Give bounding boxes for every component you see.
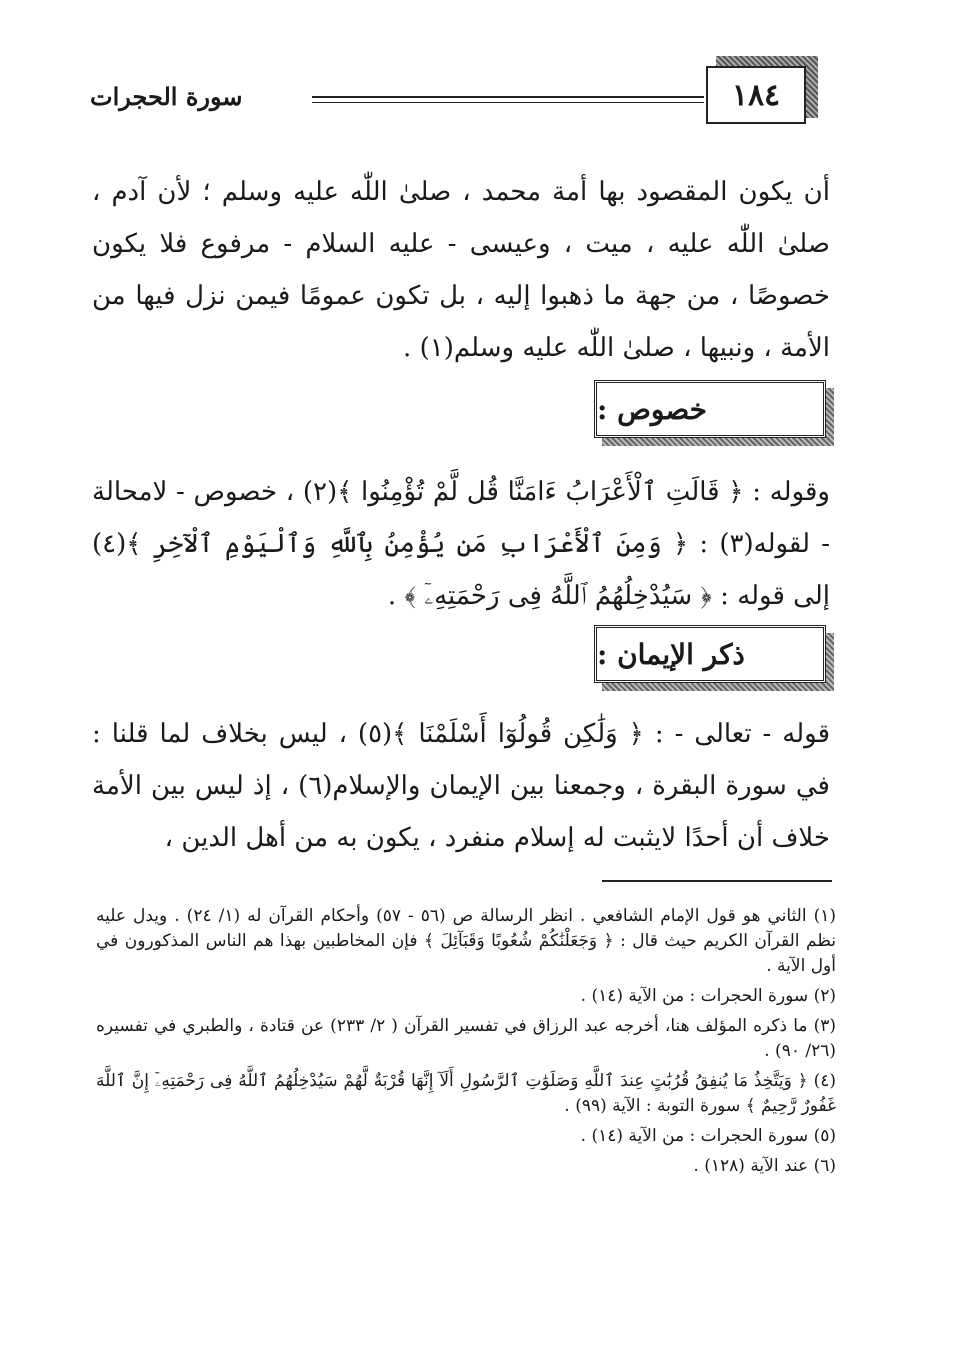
surah-title: سورة الحجرات	[90, 82, 243, 111]
paragraph-2: وقوله : ﴿ قَالَتِ ٱلْأَعْرَابُ ءَامَنَّا قُل لَّمْ تُؤْمِنُوا ﴾(٢) ، خصوص - لامحالة - لقوله(٣) : ﴿ وَمِنَ ٱلْأَعْرَابِ مَن يُؤْمِنُ بِٱللَّهِ وَٱلْيَوْمِ ٱلْآخِرِ ﴾(٤) إلى قوله : ﴿ سَيُدْخِلُهُمُ ٱللَّهُ فِى رَحْمَتِهِۦٓ ﴾ .	[92, 477, 831, 611]
footnote-5: (٥) سورة الحجرات : من الآية (١٤) .	[580, 1126, 836, 1146]
footnote-1: (١) الثاني هو قول الإمام الشافعي . انظر الرسالة ص (٥٦ - ٥٧) وأحكام القرآن له (١/ ٢٤) . ويدل عليه نظم القرآن الكريم حيث قال : ﴿ وَجَعَلْنَٰكُمْ شُعُوبًا وَقَبَآئِلَ ﴾ فإن المخاطبين بهذا هم الناس المذكورون في أول الآية .	[96, 906, 837, 976]
footnotes	[96, 904, 836, 1184]
header-rule	[312, 96, 704, 98]
footnote-6: (٦) عند الآية (١٢٨) .	[693, 1156, 836, 1176]
header-rule-thin	[312, 102, 704, 103]
page-number: ١٨٤	[706, 66, 806, 124]
heading-box: خصوص :	[594, 380, 826, 438]
footnote-4: (٤) ﴿ وَيَتَّخِذُ مَا يُنفِقُ قُرُبَٰتٍ عِندَ ٱللَّهِ وَصَلَوَٰتِ ٱلرَّسُولِ أَلَآ إِنَّهَا قُرْبَةٌ لَّهُمْ سَيُدْخِلُهُمُ ٱللَّهُ فِى رَحْمَتِهِۦٓ إِنَّ ٱللَّهَ غَفُورٌ رَّحِيمٌ ﴾ سورة التوبة : الآية (٩٩) .	[96, 1071, 836, 1116]
paragraph-1: أن يكون المقصود بها أمة محمد ، صلىٰ اللّٰه عليه وسلم ؛ لأن آدم ، صلىٰ اللّٰه عليه ، ميت ، وعيسى - عليه السلام - مرفوع فلا يكون خصوصًا ، من جهة ما ذهبوا إليه ، بل تكون عمومًا فيمن نزل فيها من الأمة ، ونبيها ، صلىٰ اللّٰه عليه وسلم(١) .	[92, 177, 830, 363]
footnote-separator	[602, 880, 832, 882]
section-heading-khusus	[594, 380, 826, 438]
footnote-2: (٢) سورة الحجرات : من الآية (١٤) .	[580, 986, 836, 1006]
heading-box: ذكر الإيمان :	[594, 625, 826, 683]
paragraph-3: قوله - تعالى - : ﴿ وَلَٰكِن قُولُوٓا أَسْلَمْنَا ﴾(٥) ، ليس بخلاف لما قلنا : في سورة البقرة ، وجمعنا بين الإيمان والإسلام(٦) ، إذ ليس بين الأمة خلاف أن أحدًا لايثبت له إسلام منفرد ، يكون به من أهل الدين ،	[92, 719, 830, 853]
footnote-3: (٣) ما ذكره المؤلف هنا، أخرجه عبد الرزاق في تفسير القرآن ( ٢/ ٢٣٣) عن قتادة ، والطبري في تفسيره (٢٦/ ٩٠) .	[96, 1016, 836, 1061]
section-heading-dhikr-iman	[594, 625, 826, 683]
